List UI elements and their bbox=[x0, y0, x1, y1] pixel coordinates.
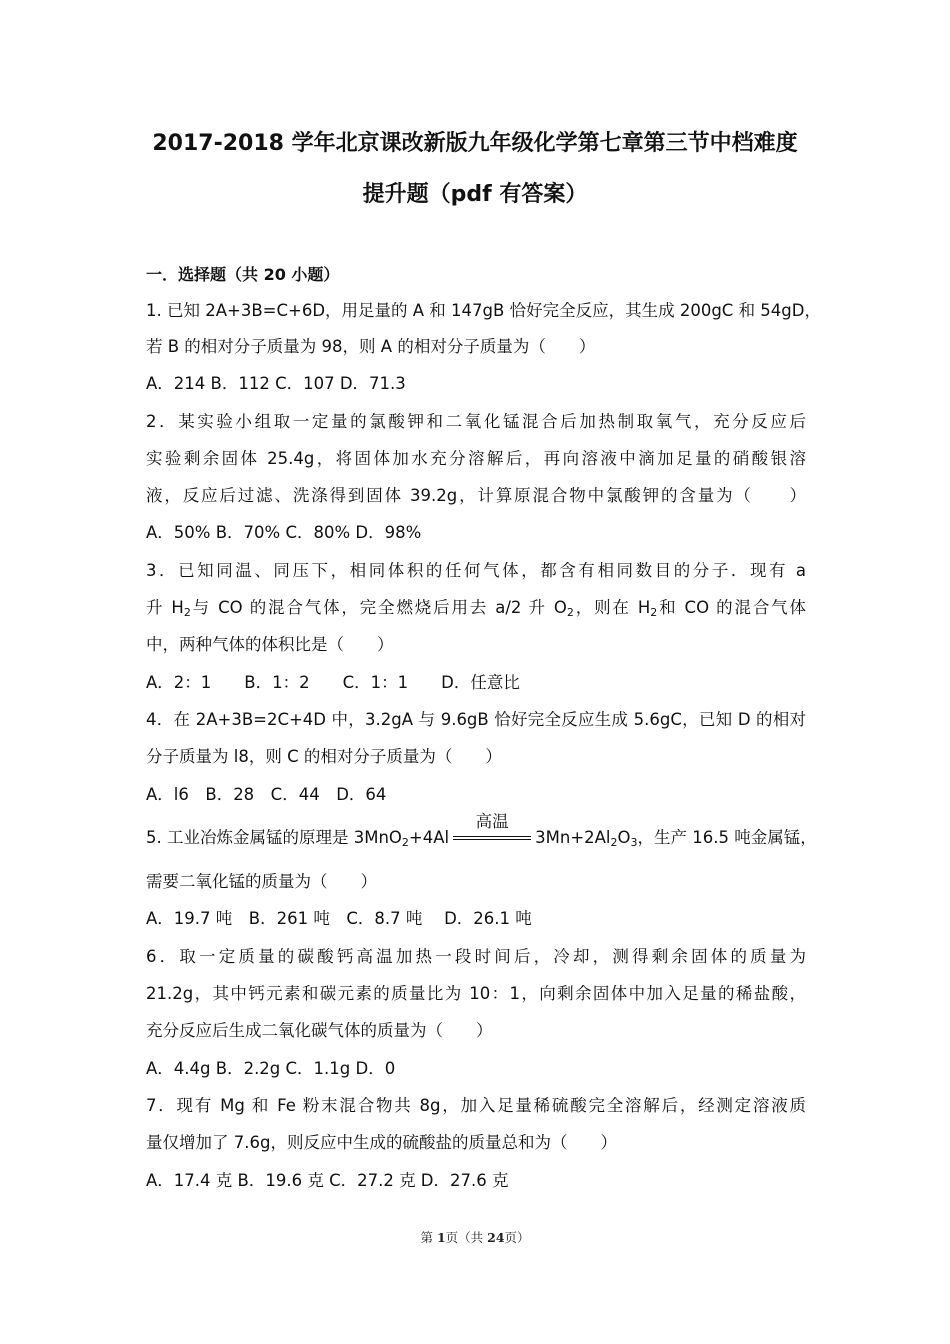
document-title-line-1: 2017-2018 学年北京课改新版九年级化学第七章第三节中档难度 bbox=[152, 131, 798, 156]
q6-line-2: 21.2g，其中钙元素和碳元素的质量比为 10：1，向剩余固体中加入足量的稀盐酸， bbox=[146, 984, 806, 1003]
q5-line-2: 需要二氧化锰的质量为（ ） bbox=[146, 872, 377, 891]
q1-line-1: 1. 已知 2A+3B=C+6D，用足量的 A 和 147gB 恰好完全反应，其生成 200gC 和 54gD， bbox=[146, 301, 821, 320]
q4-options: A．l6 B．28 C．44 D．64 bbox=[146, 785, 387, 804]
q3-options: A．2：1 B．1：2 C．1：1 D．任意比 bbox=[146, 673, 520, 692]
q6-line-3: 充分反应后生成二氧化碳气体的质量为（ ） bbox=[146, 1021, 493, 1040]
q3-line-2: 升 $H_2$与 CO 的混合气体，完全燃烧后用去 a/2 升 $O_2$，则在 $H_2$和 CO 的混合气体 bbox=[146, 598, 807, 619]
document-title-line-2: 提升题（pdf 有答案） bbox=[362, 182, 588, 207]
q3-line-1: 3．已知同温、同压下，相同体积的任何气体，都含有相同数目的分子．现有 a bbox=[146, 561, 806, 580]
q2-options: A．50% B．70% C．80% D．98% bbox=[146, 523, 422, 542]
section-heading: 一．选择题（共 20 小题） bbox=[146, 265, 340, 284]
current-page-number: 1 bbox=[436, 1230, 446, 1245]
q7-line-1: 7．现有 Mg 和 Fe 粉末混合物共 8g，加入足量稀硫酸完全溶解后，经测定溶液质 bbox=[146, 1096, 806, 1115]
q2-line-3: 液，反应后过滤、洗涤得到固体 39.2g，计算原混合物中氯酸钾的含量为（ ） bbox=[146, 486, 806, 505]
q2-line-2: 实验剩余固体 25.4g，将固体加水充分溶解后，再向溶液中滴加足量的硝酸银溶 bbox=[146, 449, 806, 468]
q6-options: A．4.4g B．2.2g C．1.1g D．0 bbox=[146, 1059, 396, 1078]
condition-label: 高温 bbox=[475, 812, 509, 831]
q6-line-1: 6．取一定质量的碳酸钙高温加热一段时间后，冷却，测得剩余固体的质量为 bbox=[146, 947, 806, 966]
q1-line-2: 若 B 的相对分子质量为 98，则 A 的相对分子质量为（ ） bbox=[146, 337, 596, 356]
total-pages: 24 bbox=[487, 1230, 505, 1245]
reaction-condition bbox=[449, 812, 535, 849]
q5-options: A．19.7 吨 B．261 吨 C．8.7 吨 D．26.1 吨 bbox=[146, 909, 532, 928]
q7-line-2: 量仅增加了 7.6g，则反应中生成的硫酸盐的质量总和为（ ） bbox=[146, 1133, 617, 1152]
page-footer: 第 1页（共 24页） bbox=[420, 1230, 530, 1245]
q3-line-3: 中，两种气体的体积比是（ ） bbox=[146, 635, 394, 654]
q7-options: A．17.4 克 B．19.6 克 C．27.2 克 D．27.6 克 bbox=[146, 1171, 509, 1190]
q4-line-1: 4．在 2A+3B=2C+4D 中，3.2gA 与 9.6gB 恰好完全反应生成 5.6gC，已知 D 的相对 bbox=[146, 710, 806, 729]
q2-line-1: 2．某实验小组取一定量的氯酸钾和二氧化锰混合后加热制取氧气，充分反应后 bbox=[146, 412, 806, 431]
q5-line-1: 5. 工业冶炼金属锰的原理是 3MnO$_2$+4Al 高温 $3Mn+2Al_2O_3$，生产 16.5 吨金属锰， bbox=[146, 812, 817, 849]
q4-line-2: 分子质量为 l8，则 C 的相对分子质量为（ ） bbox=[146, 747, 502, 766]
q1-options: A．214 B．112 C．107 D．71.3 bbox=[146, 374, 406, 393]
